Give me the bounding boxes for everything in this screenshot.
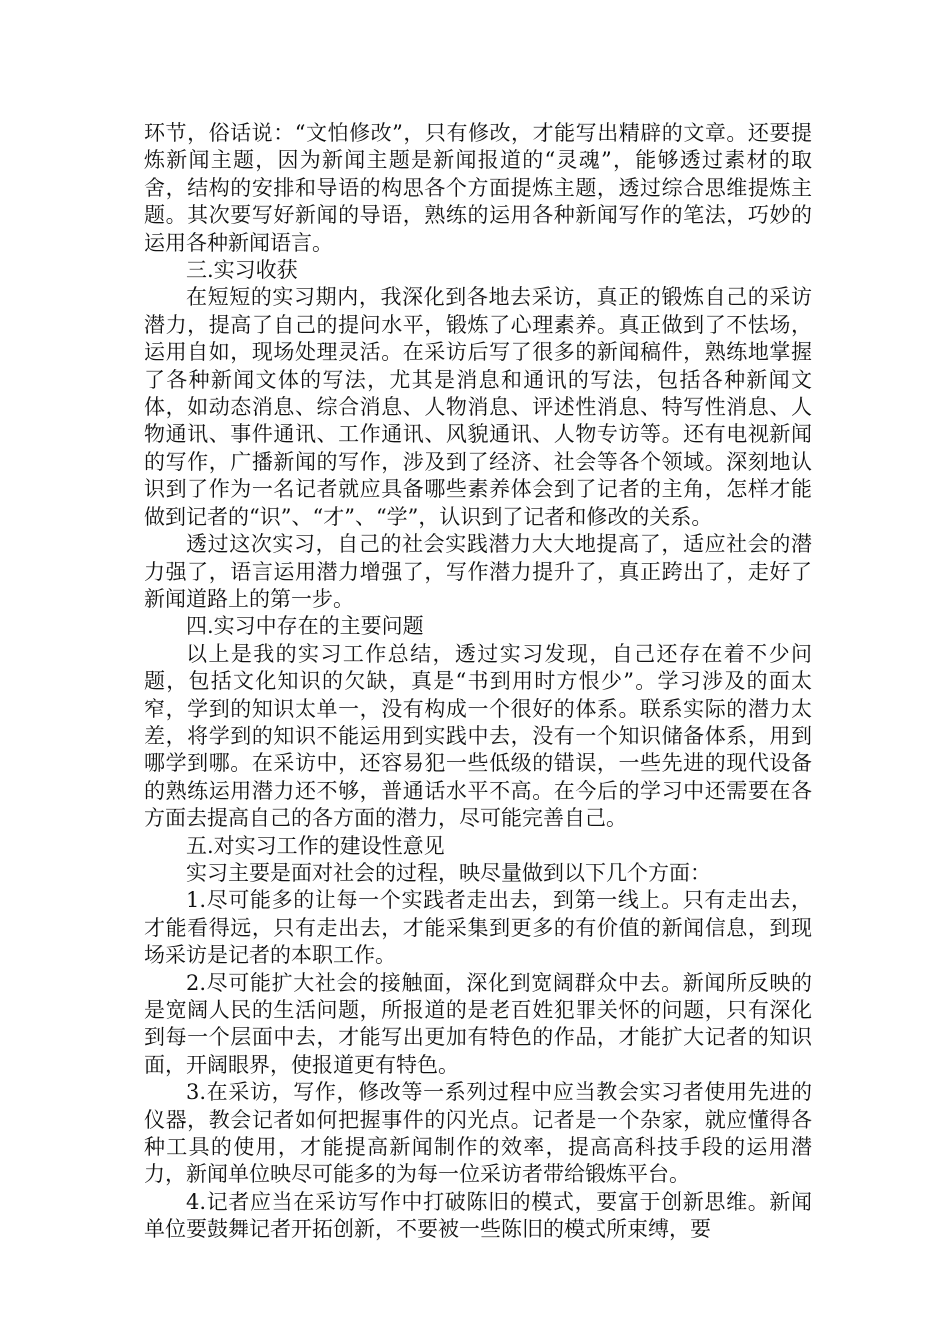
section-heading-5: 五.对实习工作的建设性意见 xyxy=(186,833,445,858)
list-item-suggestion-1: 1.尽可能多的让每一个实践者走出去，到第一线上。只有走出去，才能看得远，只有走出去，才能采集到更多的有价值的新闻信息，到现场采访是记者的本职工作。 xyxy=(144,888,812,968)
paragraph-intro: 环节，俗话说：“文怕修改”，只有修改，才能写出精辟的文章。还要提炼新闻主题，因为新闻主题是新闻报道的“灵魂”，能够透过素材的取舍，结构的安排和导语的构思各个方面提炼主题，透过综合思维提炼主题。其次要写好新闻的导语，熟练的运用各种新闻写作的笔法，巧妙的运用各种新闻语言。 xyxy=(144,121,812,255)
document-body xyxy=(144,120,812,1244)
list-item-suggestion-2: 2.尽可能扩大社会的接触面，深化到宽阔群众中去。新闻所反映的是宽阔人民的生活问题，所报道的是老百姓犯罪关怀的问题，只有深化到每一个层面中去，才能写出更加有特色的作品，才能扩大记者的知识面，开阔眼界，使报道更有特色。 xyxy=(144,970,812,1077)
section-heading-3: 三.实习收获 xyxy=(186,258,298,283)
section-heading-4: 四.实习中存在的主要问题 xyxy=(186,614,424,639)
paragraph-suggestions-intro: 实习主要是面对社会的过程，映尽量做到以下几个方面： xyxy=(186,860,711,885)
list-item-suggestion-3: 3.在采访，写作，修改等一系列过程中应当教会实习者使用先进的仪器，教会记者如何把握事件的闪光点。记者是一个杂家，就应懂得各种工具的使用，才能提高新闻制作的效率，提高高科技手段的运用潜力，新闻单位映尽可能多的为每一位采访者带给锻炼平台。 xyxy=(144,1080,812,1187)
list-item-suggestion-4: 4.记者应当在采访写作中打破陈旧的模式，要富于创新思维。新闻单位要鼓舞记者开拓创新，不要被一些陈旧的模式所束缚，要 xyxy=(144,1189,812,1242)
paragraph-harvest: 在短短的实习期内，我深化到各地去采访，真正的锻炼自己的采访潜力，提高了自己的提问水平，锻炼了心理素养。真正做到了不怯场，运用自如，现场处理灵活。在采访后写了很多的新闻稿件，熟练地掌握了各种新闻文体的写法，尤其是消息和通讯的写法，包括各种新闻文体，如动态消息、综合消息、人物消息、评述性消息、特写性消息、人物通讯、事件通讯、工作通讯、风貌通讯、人物专访等。还有电视新闻的写作，广播新闻的写作，涉及到了经济、社会等各个领域。深刻地认识到了作为一名记者就应具备哪些素养体会到了记者的主角，怎样才能做到记者的“识”、“才”、“学”，认识到了记者和修改的关系。 xyxy=(144,285,812,529)
paragraph-problems: 以上是我的实习工作总结，透过实习发现，自己还存在着不少问题，包括文化知识的欠缺，真是“书到用时方恨少”。学习涉及的面太窄，学到的知识太单一，没有构成一个很好的体系。联系实际的潜力太差，将学到的知识不能运用到实践中去，没有一个知识储备体系，用到哪学到哪。在采访中，还容易犯一些低级的错误，一些先进的现代设备的熟练运用潜力还不够，普通话水平不高。在今后的学习中还需要在各方面去提高自己的各方面的潜力，尽可能完善自己。 xyxy=(144,641,812,831)
paragraph-progress: 透过这次实习，自己的社会实践潜力大大地提高了，适应社会的潜力强了，语言运用潜力增强了，写作潜力提升了，真正跨出了，走好了新闻道路上的第一步。 xyxy=(144,532,812,611)
